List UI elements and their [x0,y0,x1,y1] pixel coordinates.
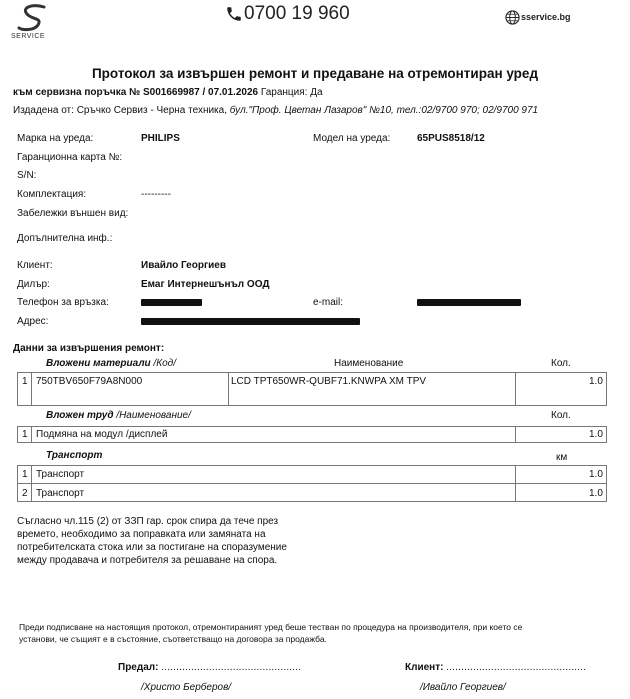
hotline-phone[interactable]: 0700 19 960 [244,3,350,24]
extra-info-label: Допълнителна инф.: [17,233,113,244]
issued-by-company: Сръчко Сервиз - Черна техника, [76,105,227,116]
website-link[interactable]: sservice.bg [521,12,571,22]
model-label: Модел на уреда: [313,133,391,144]
handed-signature [118,662,301,673]
handed-name: /Христо Берберов/ [141,682,232,693]
issued-by-label: Издадена от: [13,105,74,116]
transport-row-name: Транспорт [36,488,85,499]
page-title: Протокол за извършен ремонт и предаване на отремонтиран уред [91,66,539,81]
phone-redaction [141,299,202,306]
labor-qty-header: Кол. [551,410,571,421]
materials-row-number: 1 [22,376,28,387]
labor-row-name: Подмяна на модул /дисплей [36,429,168,440]
labor-header-bold: Вложен труд [46,410,114,421]
phone-icon [225,5,243,23]
legal-note-line: Съгласно чл.115 (2) от ЗЗП гар. срок спира да тече през [17,516,279,527]
labor-row-number: 1 [22,429,28,440]
warranty-value: Да [310,87,323,98]
handed-signature-line: ............................................... [161,662,302,673]
order-number: към сервизна поръчка № S001669987 / 07.01.2026 [13,87,259,98]
logo-text: SERVICE [11,33,46,40]
dealer-label: Дилър: [17,279,50,290]
materials-name-header: Наименование [334,358,404,369]
transport-row-name: Транспорт [36,469,85,480]
client-signature-line: ............................................... [446,662,587,673]
test-note-line: Преди подписване на настоящия протокол, отремонтираният уред беше тестван по процедура на производителя, при което се [19,622,523,632]
client-name: /Ивайло Георгиев/ [420,682,506,693]
materials-row-code: 750TBV650F79A8N000 [36,376,143,387]
kit-label: Комплектация: [17,189,87,200]
order-line [13,87,323,98]
brand-label: Марка на уреда: [17,133,94,144]
handed-label: Предал: [118,662,159,673]
test-note-line: установи, че същият е в състояние, съответстващо на договора за продажба. [19,634,327,644]
email-label: e-mail: [313,297,344,308]
materials-row-qty: 1.0 [589,376,603,387]
phone-label: Телефон за връзка: [17,297,109,308]
warranty-card-label: Гаранционна карта №: [17,152,123,163]
materials-row-name: LCD TPT650WR-QUBF71.KNWPA XM TPV [231,376,427,387]
email-redaction [417,299,521,306]
client-label: Клиент: [17,260,53,271]
issued-by-address: бул."Проф. Цветан Лазаров" №10, тел.:02/9700 970; 02/9700 971 [229,105,539,116]
client-signature [405,662,586,673]
logo-swoosh-icon [14,4,50,34]
client-value: Ивайло Георгиев [141,260,226,271]
warranty-label: Гаранция: [260,87,308,98]
company-logo [14,4,50,34]
transport-row-qty: 1.0 [589,469,603,480]
transport-unit-header: км [556,452,568,463]
legal-note-line: потребителската стока или за постигане на споразумение [17,542,287,553]
globe-icon [505,10,520,25]
labor-header-name: /Наименование/ [113,410,191,421]
repair-section-title: Данни за извършения ремонт: [13,343,165,354]
issued-by-line [13,105,538,116]
client-signature-label: Клиент: [405,662,444,673]
transport-row-number: 2 [22,488,28,499]
kit-value: --------- [141,189,171,200]
materials-header [46,358,176,369]
labor-row-qty: 1.0 [589,429,603,440]
materials-qty-header: Кол. [551,358,571,369]
appearance-label: Забележки външен вид: [17,208,129,219]
legal-note-line: времето, необходимо за поправката или замяната на [17,529,266,540]
labor-header [46,410,191,421]
address-redaction [141,318,360,325]
materials-header-bold: Вложени материали [46,358,151,369]
materials-header-code: /Код/ [150,358,176,369]
address-label: Адрес: [17,316,49,327]
transport-row-qty: 1.0 [589,488,603,499]
dealer-value: Емаг Интернешънъл ООД [141,279,270,290]
serial-label: S/N: [17,170,37,181]
transport-header: Транспорт [46,450,103,461]
transport-row-number: 1 [22,469,28,480]
legal-note-line: между продавача и потребителя за решаване на спора. [17,555,278,566]
brand-value: PHILIPS [141,133,180,144]
model-value: 65PUS8518/12 [417,133,485,144]
